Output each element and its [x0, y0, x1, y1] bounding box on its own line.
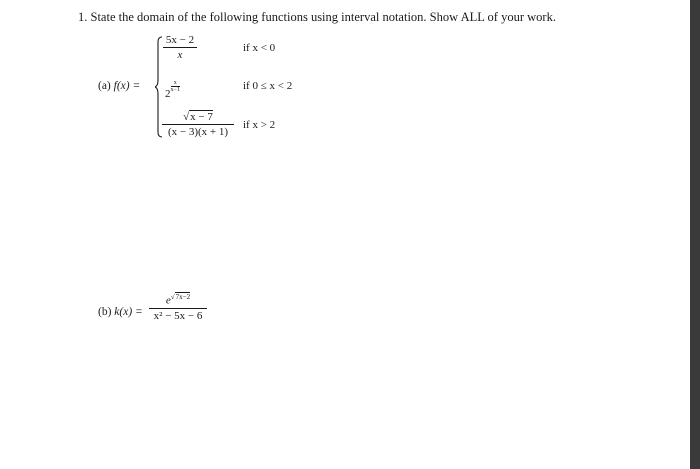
case1-numerator: 5x − 2	[165, 34, 195, 46]
part-b-radicand: 7x−2	[175, 293, 191, 301]
part-b-label-row	[98, 306, 143, 318]
part-a-lhs: f(x) =	[113, 80, 141, 92]
problem-statement	[78, 10, 556, 25]
case1-fraction	[163, 34, 197, 61]
right-edge-bar	[690, 0, 700, 469]
case1-denominator: x	[177, 49, 183, 61]
part-a-label-row	[98, 80, 140, 92]
case3-fraction	[162, 111, 234, 138]
case2-exp-den: x−1	[170, 87, 180, 93]
case1-condition: if x < 0	[243, 42, 276, 54]
case2-exp-num: x	[173, 80, 177, 86]
part-b-numerator: $e^{√7x-2}$	[165, 293, 191, 307]
problem-instruction: State the domain of the following functions using interval notation. Show ALL of your work.	[90, 10, 556, 24]
part-a-label: (a)	[98, 80, 111, 92]
case3-condition: if x > 2	[243, 119, 276, 131]
part-b-denominator: x² − 5x − 6	[153, 309, 203, 322]
part-b-fraction	[149, 293, 207, 322]
case2-base: 2	[165, 88, 171, 100]
case2-exponent	[171, 80, 180, 93]
case2-condition: if 0 ≤ x < 2	[243, 80, 293, 92]
case2-expression	[165, 80, 180, 100]
problem-number: 1.	[78, 10, 88, 24]
part-b-label: (b)	[98, 306, 112, 318]
part-b-e: e	[165, 294, 171, 307]
case3-denominator: (x − 3)(x + 1)	[167, 126, 229, 138]
part-b-lhs: k(x) =	[114, 306, 143, 318]
case3-numerator: √x − 7	[183, 111, 213, 123]
case3-radicand: x − 7	[190, 111, 213, 123]
